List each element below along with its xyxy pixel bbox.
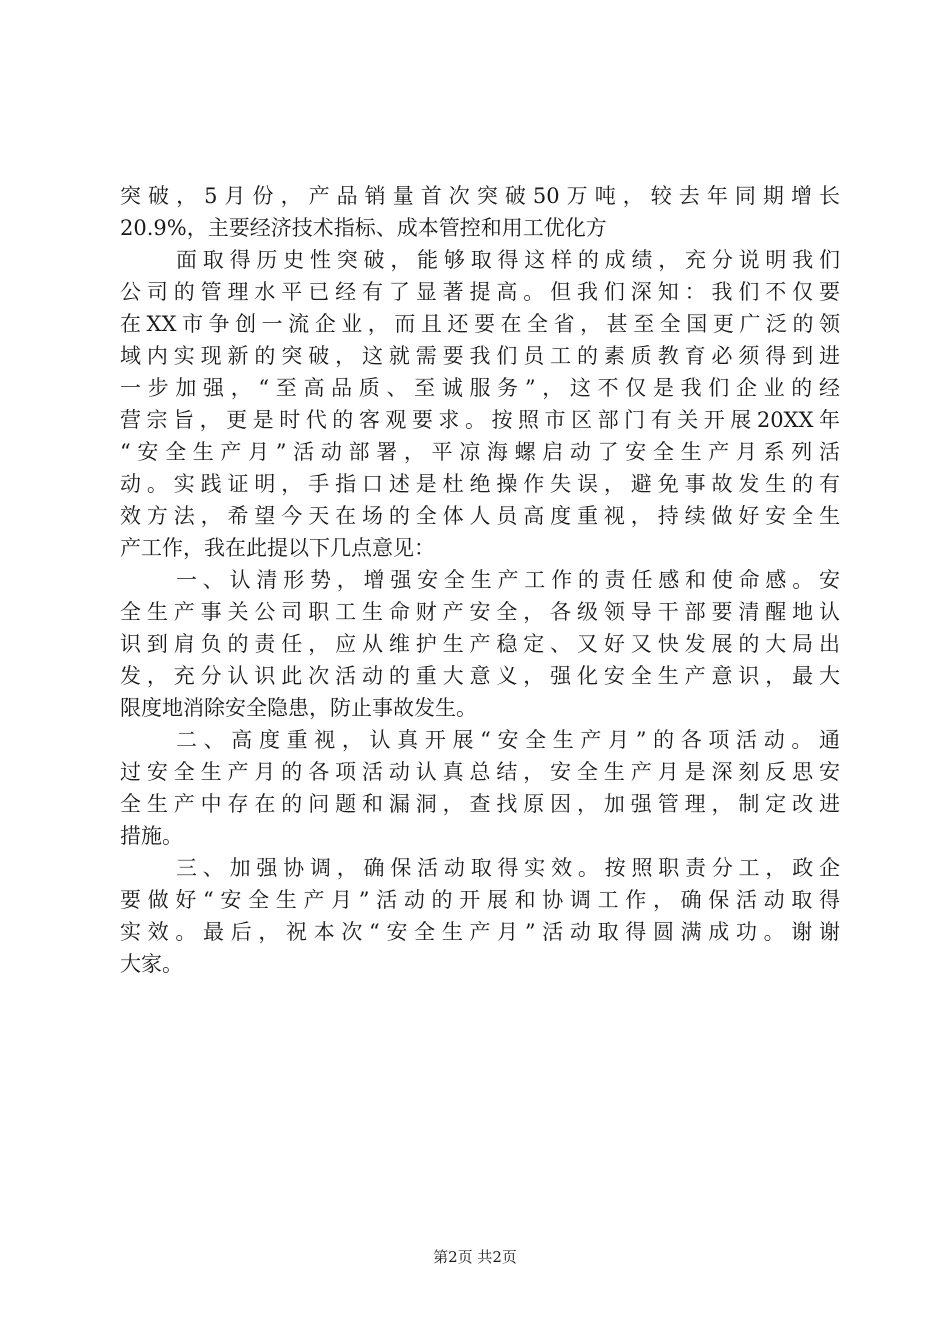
page-number-label: 第2页 共2页 xyxy=(433,1248,517,1266)
text-line: 20.9%，主要经济技术指标、成本管控和用工优化方 xyxy=(120,216,607,240)
text-line: 大家。 xyxy=(120,952,183,976)
text-line: 二、高度重视，认真开展“安全生产月”的各项活动。通 xyxy=(176,728,840,752)
text-line: 实效。最后，祝本次“安全生产月”活动取得圆满成功。谢谢 xyxy=(120,920,840,944)
text-line: 一、认清形势，增强安全生产工作的责任感和使命感。安 xyxy=(176,568,840,592)
text-line: 面取得历史性突破，能够取得这样的成绩，充分说明我们 xyxy=(176,248,840,272)
text-line: 一步加强，“至高品质、至诚服务”，这不仅是我们企业的经 xyxy=(120,376,840,400)
text-line: 限度地消除安全隐患，防止事故发生。 xyxy=(120,696,477,720)
text-line: 在XX市争创一流企业，而且还要在全省，甚至全国更广泛的领 xyxy=(120,312,840,336)
text-line: 域内实现新的突破，这就需要我们员工的素质教育必须得到进 xyxy=(120,344,840,368)
text-line: 识到肩负的责任，应从维护生产稳定、又好又快发展的大局出 xyxy=(120,632,840,656)
text-line: 全生产中存在的问题和漏洞，查找原因，加强管理，制定改进 xyxy=(120,792,840,816)
text-line: 措施。 xyxy=(120,824,183,848)
text-line: 公司的管理水平已经有了显著提高。但我们深知：我们不仅要 xyxy=(120,280,840,304)
text-line: 动。实践证明，手指口述是杜绝操作失误，避免事故发生的有 xyxy=(120,472,840,496)
text-line: 产工作，我在此提以下几点意见： xyxy=(120,536,435,560)
text-line: 突破，5月份，产品销量首次突破50万吨，较去年同期增长 xyxy=(120,184,840,208)
text-line: 过安全生产月的各项活动认真总结，安全生产月是深刻反思安 xyxy=(120,760,840,784)
page-footer xyxy=(0,1246,950,1268)
text-line: 发，充分认识此次活动的重大意义，强化安全生产意识，最大 xyxy=(120,664,840,688)
body-text xyxy=(120,180,840,980)
text-line: “安全生产月”活动部署，平凉海螺启动了安全生产月系列活 xyxy=(120,440,840,464)
text-line: 要做好“安全生产月”活动的开展和协调工作，确保活动取得 xyxy=(120,888,840,912)
text-line: 三、加强协调，确保活动取得实效。按照职责分工，政企 xyxy=(176,856,840,880)
text-line: 全生产事关公司职工生命财产安全，各级领导干部要清醒地认 xyxy=(120,600,840,624)
text-line: 营宗旨，更是时代的客观要求。按照市区部门有关开展20XX年 xyxy=(120,408,840,432)
text-line: 效方法，希望今天在场的全体人员高度重视，持续做好安全生 xyxy=(120,504,840,528)
